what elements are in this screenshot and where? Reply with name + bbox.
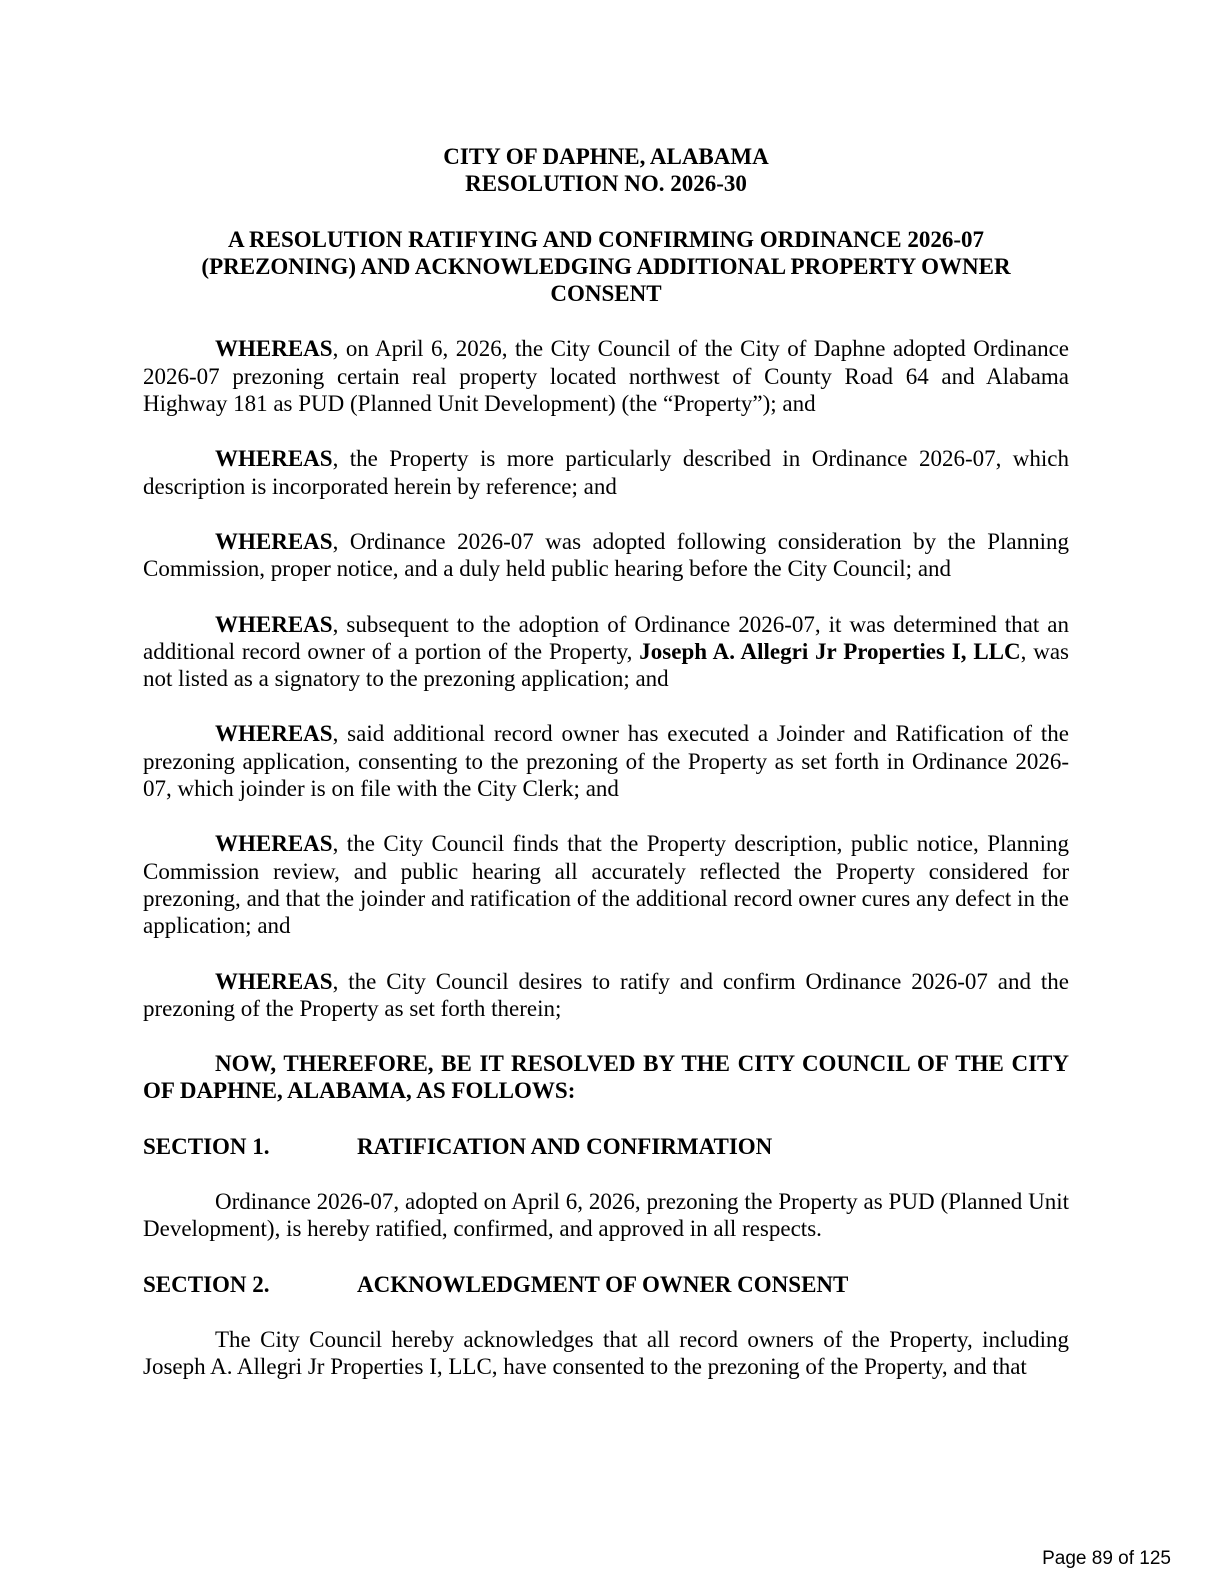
whereas-lead: WHEREAS — [215, 446, 333, 472]
section-heading — [143, 1133, 1069, 1160]
resolution-title-line: (PREZONING) AND ACKNOWLEDGING ADDITIONAL PROPERTY OWNER — [201, 253, 1011, 279]
section-title: RATIFICATION AND CONFIRMATION — [357, 1133, 773, 1159]
document-body — [143, 143, 1069, 1381]
resolved-clause: NOW, THEREFORE, BE IT RESOLVED BY THE CITY COUNCIL OF THE CITY OF DAPHNE, ALABAMA, AS FOLLOWS: — [143, 1051, 1069, 1104]
whereas-text: , subsequent to the adoption of Ordinance 2026-07, it was determined that an additional record owner of a portion of the Property, — [143, 611, 1069, 664]
section-body: The City Council hereby acknowledges that all record owners of the Property, including Joseph A. Allegri Jr Properties I, LLC, have consented to the prezoning of the Property, and that — [143, 1326, 1069, 1380]
whereas-clause — [143, 445, 1069, 500]
city-name: CITY OF DAPHNE, ALABAMA — [443, 144, 769, 169]
whereas-text: , the City Council desires to ratify and confirm Ordinance 2026-07 and the prezoning of the Property as set forth therein; — [143, 968, 1069, 1021]
section-body: Ordinance 2026-07, adopted on April 6, 2026, prezoning the Property as PUD (Planned Unit Development), is hereby ratified, confirmed, and approved in all respects. — [143, 1189, 1069, 1242]
page-number: Page 89 of 125 — [1042, 1548, 1171, 1569]
whereas-text: , on April 6, 2026, the City Council of the City of Daphne adopted Ordinance 2026-07 prezoning certain real property located northwest of County Road 64 and Alabama Highway 181 as PUD (Planned Unit Development) (the “Property”); and — [143, 336, 1069, 417]
whereas-text: , the City Council finds that the Property description, public notice, Planning Commission review, and public hearing all accurately reflected the Property considered for prezoning, and that the joinder and ratification of the additional record owner cures any defect in the application; and — [143, 831, 1069, 939]
whereas-lead: WHEREAS — [215, 528, 333, 554]
whereas-clause — [143, 528, 1069, 583]
resolution-title — [143, 226, 1069, 308]
whereas-lead: WHEREAS — [215, 721, 333, 747]
resolution-number: RESOLUTION NO. 2026-30 — [465, 171, 747, 197]
document-header — [143, 143, 1069, 198]
whereas-clause — [143, 720, 1069, 802]
whereas-text: , Ordinance 2026-07 was adopted following consideration by the Planning Commission, proper notice, and a duly held public hearing before the City Council; and — [143, 528, 1069, 582]
whereas-lead: WHEREAS — [215, 336, 333, 362]
additional-owner-name: Joseph A. Allegri Jr Properties I, LLC — [639, 638, 1021, 664]
resolution-title-line: CONSENT — [550, 281, 662, 307]
whereas-clause — [143, 335, 1069, 417]
section-title: ACKNOWLEDGMENT OF OWNER CONSENT — [357, 1271, 849, 1297]
resolution-title-line: A RESOLUTION RATIFYING AND CONFIRMING ORDINANCE 2026-07 — [227, 226, 985, 252]
whereas-clause — [143, 968, 1069, 1023]
whereas-lead: WHEREAS — [215, 968, 333, 994]
whereas-text: , said additional record owner has executed a Joinder and Ratification of the prezoning application, consenting to the prezoning of the Property as set forth in Ordinance 2026-07, which joinder is on file with the City Clerk; and — [143, 721, 1069, 802]
whereas-clause — [143, 611, 1069, 693]
whereas-lead: WHEREAS — [215, 611, 333, 637]
section-heading — [143, 1271, 1069, 1298]
whereas-text: , the Property is more particularly described in Ordinance 2026-07, which description is incorporated herein by reference; and — [143, 446, 1069, 499]
section-number: SECTION 1. — [143, 1133, 270, 1159]
section-number: SECTION 2. — [143, 1271, 270, 1297]
whereas-text: , was not listed as a signatory to the prezoning application; and — [143, 638, 1069, 692]
whereas-lead: WHEREAS — [215, 831, 333, 857]
whereas-clause — [143, 830, 1069, 939]
